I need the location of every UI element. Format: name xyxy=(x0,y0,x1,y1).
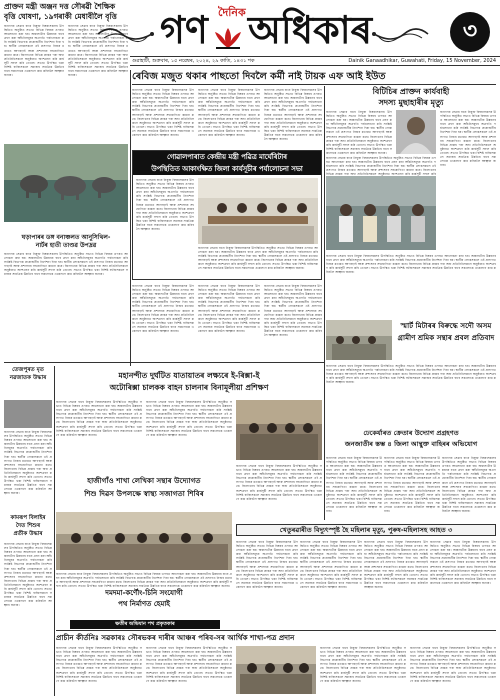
article-hajigaon-body: জনগণৰ সেৱাৰ বাবে নিযুক্ত বিষয়াসকলৰ উপস্থিতিত অনুষ্ঠিত সভাত বিভিন্ন বিষয়ৰ ওপৰত আলোচনা কৰা হয়। অঞ্চলটোৰ উন্নয়নৰ বাবে গ্ৰহণ কৰা আঁচনিসমূহৰ অগ্ৰগতি পৰ্যালোচনা কৰি সংশ্লিষ্ট বিভাগক প্ৰয়োজনীয় নিৰ্দেশনা দিয়া হয়। স্থানীয় লোকসকলে এই প্ৰসংগত নিজৰ মতামত আগবঢ়াই আৰু প্ৰশাসনৰ সহযোগিতা কামনা কৰে। জিলাখনৰ বিভিন্ন প্ৰান্তৰ পৰা অহা প্ৰতিনিধিসকলে অনুষ্ঠানত অংশগ্ৰহণ কৰি কাৰ্যসূচী সফল কৰি তোলে। সভাত উপস্থিত থকা বিশিষ্ট ব্যক্তিসকলে সমাজৰ সামগ্ৰিক উন্নতিৰ বাবে সকলোকে একেলগে কাম কৰিবলৈ আহ্বান জনায়। xyxy=(56,572,232,589)
article-road-tag-text: ক্ষতীৰ অভিযান পথ প্ৰকৃতকাৰ xyxy=(115,621,175,627)
article-dhekiajuli-headline-2: জনজাতীৰ স্তম্ভ ৪ জিলা আন্থুক্ত বাহিৰৰ অভিযোগ xyxy=(344,440,478,448)
bottom-headline: প্ৰাচীন কীৰ্তনিঃ সৱকাৰঃ সৌৰভকৰ দাৰীৰ আঞ্চৰ পৰিব-সৰ আৰ্থিক শাখা-পত্ৰ প্ৰদান xyxy=(56,633,295,642)
article-obituary-body-4: জনগণৰ সেৱাৰ বাবে নিযুক্ত বিষয়াসকলৰ উপস্থিতিত অনুষ্ঠিত সভাত বিভিন্ন বিষয়ৰ ওপৰত আলোচনা কৰা হয়। অঞ্চলটোৰ উন্নয়নৰ বাবে গ্ৰহণ কৰা আঁচনিসমূহৰ অগ্ৰগতি পৰ্যালোচনা কৰি সংশ্লিষ্ট বিভাগক প্ৰয়োজনীয় নিৰ্দেশনা দিয়া হয়। স্থানীয় লোকসকলে এই প্ৰসংগত নিজৰ মতামত আগবঢ়াই আৰু প্ৰশাসনৰ সহযোগিতা কামনা কৰে। জিলাখনৰ বিভিন্ন প্ৰান্তৰ পৰা অহা প্ৰতিনিধিসকলে অনুষ্ঠানত অংশগ্ৰহণ কৰি কাৰ্যসূচী সফল কৰি তোলে। সভাত উপস্থিত থকা বিশিষ্ট ব্যক্তিসকলে সমাজৰ সামগ্ৰিক উন্নতিৰ বাবে সকলোকে একেলগে কাম কৰিবলৈ আহ্বান জনায়। xyxy=(326,254,496,275)
dateline-bar xyxy=(130,56,500,66)
article-kamrup-headline-2: দৈত শিশুৰ xyxy=(15,523,41,529)
article-hajigaon-headline-2: শিশু দিৱস উপলক্ষে স্বাস্থ্য সজাগতা শিবিৰ xyxy=(84,489,204,498)
column-divider xyxy=(324,86,325,520)
article-electrocution-body-4: জনগণৰ সেৱাৰ বাবে নিযুক্ত বিষয়াসকলৰ উপস্থিতিত অনুষ্ঠিত সভাত বিভিন্ন বিষয়ৰ ওপৰত আলোচনা কৰা হয়। অঞ্চলটোৰ উন্নয়নৰ বাবে গ্ৰহণ কৰা আঁচনিসমূহৰ অগ্ৰগতি পৰ্যালোচনা কৰি সংশ্লিষ্ট বিভাগক প্ৰয়োজনীয় নিৰ্দেশনা দিয়া হয়। স্থানীয় লোকসকলে এই প্ৰসংগত নিজৰ মতামত আগবঢ়াই আৰু প্ৰশাসনৰ সহযোগিতা কামনা কৰে। জিলাখনৰ বিভিন্ন প্ৰান্তৰ পৰা অহা প্ৰতিনিধিসকলে অনুষ্ঠানত অংশগ্ৰহণ কৰি কাৰ্যসূচী সফল কৰি তোলে। সভাত উপস্থিত থকা বিশিষ্ট ব্যক্তিসকলে সমাজৰ সামগ্ৰিক উন্নতিৰ বাবে সকলোকে একেলগে কাম কৰিবলৈ আহ্বান জনায়। xyxy=(430,540,496,585)
article-mahananda-headline-1: মহানন্দীত দুৰ্ঘটিত যাতায়াতৰ লক্ষ্যৰে ই-ৰিক্সা-ই xyxy=(118,371,260,380)
article-kamrup-headline-1: কামৰূপ বিলাইৰ xyxy=(10,515,46,521)
smart-meter-photo xyxy=(326,320,392,360)
article-scholarship-headline: প্ৰাক্তন মন্ত্ৰী অঞ্জন দত্ত সৌৰৱী শৈক্ষিক xyxy=(4,2,115,11)
article-dhekiajuli-headline-1: ঢেকেৰ্যাৰত ক্ৰেতাৰ উদ্যোগ প্ৰগ্ৰহণত xyxy=(363,429,459,437)
article-bottom-body-3: জনগণৰ সেৱাৰ বাবে নিযুক্ত বিষয়াসকলৰ উপস্থিতিত অনুষ্ঠিত সভাত বিভিন্ন বিষয়ৰ ওপৰত আলোচনা কৰা হয়। অঞ্চলটোৰ উন্নয়নৰ বাবে গ্ৰহণ কৰা আঁচনিসমূহৰ অগ্ৰগতি পৰ্যালোচনা কৰি সংশ্লিষ্ট বিভাগক প্ৰয়োজনীয় নিৰ্দেশনা দিয়া হয়। স্থানীয় লোকসকলে এই প্ৰসংগত নিজৰ মতামত আগবঢ়াই আৰু প্ৰশাসনৰ সহযোগিতা কামনা কৰে। জিলাখনৰ বিভিন্ন প্ৰান্তৰ পৰা অহা প্ৰতিনিধিসকলে অনুষ্ঠানত অংশগ্ৰহণ কৰি কাৰ্যসূচী সফল কৰি তোলে। সভাত উপস্থিত থকা বিশিষ্ট ব্যক্তিসকলে সমাজৰ সামগ্ৰিক উন্নতিৰ বাবে সকলোকে একেলগে কাম কৰিবলৈ আহ্বান জনায়। xyxy=(320,646,406,683)
masthead-title-left: গণ xyxy=(160,8,208,52)
article-obituary xyxy=(326,86,496,318)
article-scholarship xyxy=(4,2,128,232)
obituary-portrait xyxy=(396,110,436,154)
article-goalpara-headline-1: গোৱালপাৰাত কেন্দ্ৰীয় মন্ত্ৰী পৱিত্ৰ মাৰ্ঘেৰিটাৰ xyxy=(166,153,288,161)
article-electrocution xyxy=(236,524,496,536)
tezpur-photo xyxy=(4,400,52,428)
section-divider xyxy=(132,84,496,85)
lotus-emblem-icon xyxy=(212,26,244,50)
mahananda-photo xyxy=(236,400,322,460)
article-smart-meter-headline-1: স্মাৰ্ট মিটাৰৰ বিৰুদ্ধে সদৌ অসম xyxy=(400,321,492,330)
article-goalpara-body-1: জনগণৰ সেৱাৰ বাবে নিযুক্ত বিষয়াসকলৰ উপস্থিতিত অনুষ্ঠিত সভাত বিভিন্ন বিষয়ৰ ওপৰত আলোচনা কৰা হয়। অঞ্চলটোৰ উন্নয়নৰ বাবে গ্ৰহণ কৰা আঁচনিসমূহৰ অগ্ৰগতি পৰ্যালোচনা কৰি সংশ্লিষ্ট বিভাগক প্ৰয়োজনীয় নিৰ্দেশনা দিয়া হয়। স্থানীয় লোকসকলে এই প্ৰসংগত নিজৰ মতামত আগবঢ়াই আৰু প্ৰশাসনৰ সহযোগিতা কামনা কৰে। জিলাখনৰ বিভিন্ন প্ৰান্তৰ পৰা অহা প্ৰতিনিধিসকলে অনুষ্ঠানত অংশগ্ৰহণ কৰি কাৰ্যসূচী সফল কৰি তোলে। সভাত উপস্থিত থকা বিশিষ্ট ব্যক্তিসকলে সমাজৰ সামগ্ৰিক উন্নতিৰ বাবে সকলোকে একেলগে কাম কৰিবলৈ আহ্বান জনায়। xyxy=(136,178,194,232)
article-center-body-3: জনগণৰ সেৱাৰ বাবে নিযুক্ত বিষয়াসকলৰ উপস্থিতিত অনুষ্ঠিত সভাত বিভিন্ন বিষয়ৰ ওপৰত আলোচনা কৰা হয়। অঞ্চলটোৰ উন্নয়নৰ বাবে গ্ৰহণ কৰা আঁচনিসমূহৰ অগ্ৰগতি পৰ্যালোচনা কৰি সংশ্লিষ্ট বিভাগক প্ৰয়োজনীয় নিৰ্দেশনা দিয়া হয়। স্থানীয় লোকসকলে এই প্ৰসংগত নিজৰ মতামত আগবঢ়াই আৰু প্ৰশাসনৰ সহযোগিতা কামনা কৰে। জিলাখনৰ বিভিন্ন প্ৰান্তৰ পৰা অহা প্ৰতিনিধিসকলে অনুষ্ঠানত অংশগ্ৰহণ কৰি কাৰ্যসূচী সফল কৰি তোলে। সভাত উপস্থিত থকা বিশিষ্ট ব্যক্তিসকলে সমাজৰ সামগ্ৰিক উন্নতিৰ বাবে সকলোকে একেলগে কাম কৰিবলৈ আহ্বান জনায়। xyxy=(264,284,322,338)
article-hajigaon-headline-1: হাজীগাঁও শাখা লেখিকা সন্থাৰ উদ্যোগত xyxy=(87,476,201,485)
page-number: ৩ xyxy=(462,18,478,44)
masthead-title-right: অধিকাৰ xyxy=(248,8,373,52)
article-rabies-body-3: জনগণৰ সেৱাৰ বাবে নিযুক্ত বিষয়াসকলৰ উপস্থিতিত অনুষ্ঠিত সভাত বিভিন্ন বিষয়ৰ ওপৰত আলোচনা কৰা হয়। অঞ্চলটোৰ উন্নয়নৰ বাবে গ্ৰহণ কৰা আঁচনিসমূহৰ অগ্ৰগতি পৰ্যালোচনা কৰি সংশ্লিষ্ট বিভাগক প্ৰয়োজনীয় নিৰ্দেশনা দিয়া হয়। স্থানীয় লোকসকলে এই প্ৰসংগত নিজৰ মতামত আগবঢ়াই আৰু প্ৰশাসনৰ সহযোগিতা কামনা কৰে। জিলাখনৰ বিভিন্ন প্ৰান্তৰ পৰা অহা প্ৰতিনিধিসকলে অনুষ্ঠানত অংশগ্ৰহণ কৰি কাৰ্যসূচী সফল কৰি তোলে। সভাত উপস্থিত থকা বিশিষ্ট ব্যক্তিসকলে সমাজৰ সামগ্ৰিক উন্নতিৰ বাবে সকলোকে একেলগে কাম কৰিবলৈ আহ্বান জনায়। xyxy=(264,88,322,142)
article-electrocution-body-3: জনগণৰ সেৱাৰ বাবে নিযুক্ত বিষয়াসকলৰ উপস্থিতিত অনুষ্ঠিত সভাত বিভিন্ন বিষয়ৰ ওপৰত আলোচনা কৰা হয়। অঞ্চলটোৰ উন্নয়নৰ বাবে গ্ৰহণ কৰা আঁচনিসমূহৰ অগ্ৰগতি পৰ্যালোচনা কৰি সংশ্লিষ্ট বিভাগক প্ৰয়োজনীয় নিৰ্দেশনা দিয়া হয়। স্থানীয় লোকসকলে এই প্ৰসংগত নিজৰ মতামত আগবঢ়াই আৰু প্ৰশাসনৰ সহযোগিতা কামনা কৰে। জিলাখনৰ বিভিন্ন প্ৰান্তৰ পৰা অহা প্ৰতিনিধিসকলে অনুষ্ঠানত অংশগ্ৰহণ কৰি কাৰ্যসূচী সফল কৰি তোলে। সভাত উপস্থিত থকা বিশিষ্ট ব্যক্তিসকলে সমাজৰ সামগ্ৰিক উন্নতিৰ বাবে সকলোকে একেলগে কাম কৰিবলৈ আহ্বান জনায়। xyxy=(364,540,428,590)
article-goalpara-headline-2: উপস্থিতিত আকাংক্ষিত জিলা কাৰ্যসূচীৰ পৰ্যালোচনা সভা xyxy=(151,165,303,173)
article-scholarship-body-2: জনগণৰ সেৱাৰ বাবে নিযুক্ত বিষয়াসকলৰ উপস্থিতিত অনুষ্ঠিত সভাত বিভিন্ন বিষয়ৰ ওপৰত আলোচনা কৰা হয়। অঞ্চলটোৰ উন্নয়নৰ বাবে গ্ৰহণ কৰা আঁচনিসমূহৰ অগ্ৰগতি পৰ্যালোচনা কৰি সংশ্লিষ্ট বিভাগক প্ৰয়োজনীয় নিৰ্দেশনা দিয়া হয়। স্থানীয় লোকসকলে এই প্ৰসংগত নিজৰ মতামত আগবঢ়াই আৰু প্ৰশাসনৰ সহযোগিতা কামনা কৰে। জিলাখনৰ বিভিন্ন প্ৰান্তৰ পৰা অহা প্ৰতিনিধিসকলে অনুষ্ঠানত অংশগ্ৰহণ কৰি কাৰ্যসূচী সফল কৰি তোলে। সভাত উপস্থিত থকা বিশিষ্ট ব্যক্তিসকলে সমাজৰ সামগ্ৰিক উন্নতিৰ বাবে সকলোকে একেলগে কাম কৰিবলৈ আহ্বান জনায়। xyxy=(68,24,128,78)
article-rabies-body-2: জনগণৰ সেৱাৰ বাবে নিযুক্ত বিষয়াসকলৰ উপস্থিতিত অনুষ্ঠিত সভাত বিভিন্ন বিষয়ৰ ওপৰত আলোচনা কৰা হয়। অঞ্চলটোৰ উন্নয়নৰ বাবে গ্ৰহণ কৰা আঁচনিসমূহৰ অগ্ৰগতি পৰ্যালোচনা কৰি সংশ্লিষ্ট বিভাগক প্ৰয়োজনীয় নিৰ্দেশনা দিয়া হয়। স্থানীয় লোকসকলে এই প্ৰসংগত নিজৰ মতামত আগবঢ়াই আৰু প্ৰশাসনৰ সহযোগিতা কামনা কৰে। জিলাখনৰ বিভিন্ন প্ৰান্তৰ পৰা অহা প্ৰতিনিধিসকলে অনুষ্ঠানত অংশগ্ৰহণ কৰি কাৰ্যসূচী সফল কৰি তোলে। সভাত উপস্থিত থকা বিশিষ্ট ব্যক্তিসকলে সমাজৰ সামগ্ৰিক উন্নতিৰ বাবে সকলোকে একেলগে কাম কৰিবলৈ আহ্বান জনায়। xyxy=(198,88,260,138)
article-elephant-headline-1: ঘড়াপাৰৰ ডঙ্গ বনাঞ্চলত আনুসিথিল- xyxy=(21,234,111,241)
article-center-body-4: জনগণৰ সেৱাৰ বাবে নিযুক্ত বিষয়াসকলৰ উপস্থিতিত অনুষ্ঠিত সভাত বিভিন্ন বিষয়ৰ ওপৰত আলোচনা কৰা হয়। অঞ্চলটোৰ উন্নয়নৰ বাবে গ্ৰহণ কৰা আঁচনিসমূহৰ অগ্ৰগতি পৰ্যালোচনা কৰি সংশ্লিষ্ট বিভাগক প্ৰয়োজনীয় নিৰ্দেশনা দিয়া হয়। স্থানীয় লোকসকলে এই প্ৰসংগত নিজৰ মতামত আগবঢ়াই আৰু প্ৰশাসনৰ সহযোগিতা কামনা কৰে। জিলাখনৰ বিভিন্ন প্ৰান্তৰ পৰা অহা প্ৰতিনিধিসকলে অনুষ্ঠানত অংশগ্ৰহণ কৰি কাৰ্যসূচী সফল কৰি তোলে। সভাত উপস্থিত থকা বিশিষ্ট ব্যক্তিসকলে সমাজৰ সামগ্ৰিক উন্নতিৰ বাবে সকলোকে একেলগে কাম কৰিবলৈ আহ্বান জনায়। xyxy=(236,464,322,501)
elephant-photo xyxy=(4,144,128,222)
article-rabies-body-1: জনগণৰ সেৱাৰ বাবে নিযুক্ত বিষয়াসকলৰ উপস্থিতিত অনুষ্ঠিত সভাত বিভিন্ন বিষয়ৰ ওপৰত আলোচনা কৰা হয়। অঞ্চলটোৰ উন্নয়নৰ বাবে গ্ৰহণ কৰা আঁচনিসমূহৰ অগ্ৰগতি পৰ্যালোচনা কৰি সংশ্লিষ্ট বিভাগক প্ৰয়োজনীয় নিৰ্দেশনা দিয়া হয়। স্থানীয় লোকসকলে এই প্ৰসংগত নিজৰ মতামত আগবঢ়াই আৰু প্ৰশাসনৰ সহযোগিতা কামনা কৰে। জিলাখনৰ বিভিন্ন প্ৰান্তৰ পৰা অহা প্ৰতিনিধিসকলে অনুষ্ঠানত অংশগ্ৰহণ কৰি কাৰ্যসূচী সফল কৰি তোলে। সভাত উপস্থিত থকা বিশিষ্ট ব্যক্তিসকলে সমাজৰ সামগ্ৰিক উন্নতিৰ বাবে সকলোকে একেলগে কাম কৰিবলৈ আহ্বান জনায়। xyxy=(132,88,194,138)
article-smart-meter xyxy=(396,320,496,360)
article-bottom-body-2: জনগণৰ সেৱাৰ বাবে নিযুক্ত বিষয়াসকলৰ উপস্থিতিত অনুষ্ঠিত সভাত বিভিন্ন বিষয়ৰ ওপৰত আলোচনা কৰা হয়। অঞ্চলটোৰ উন্নয়নৰ বাবে গ্ৰহণ কৰা আঁচনিসমূহৰ অগ্ৰগতি পৰ্যালোচনা কৰি সংশ্লিষ্ট বিভাগক প্ৰয়োজনীয় নিৰ্দেশনা দিয়া হয়। স্থানীয় লোকসকলে এই প্ৰসংগত নিজৰ মতামত আগবঢ়াই আৰু প্ৰশাসনৰ সহযোগিতা কামনা কৰে। জিলাখনৰ বিভিন্ন প্ৰান্তৰ পৰা অহা প্ৰতিনিধিসকলে অনুষ্ঠানত অংশগ্ৰহণ কৰি কাৰ্যসূচী সফল কৰি তোলে। সভাত উপস্থিত থকা বিশিষ্ট ব্যক্তিসকলে সমাজৰ সামগ্ৰিক উন্নতিৰ বাবে সকলোকে একেলগে কাম কৰিবলৈ আহ্বান জনায়। xyxy=(146,646,232,683)
article-scholarship-subhead: বৃত্তি ঘোষণা, ১৯গৰাকী মেধাবীলৈ বৃত্তি xyxy=(4,12,117,21)
ornament-right xyxy=(372,24,430,44)
article-elephant xyxy=(4,234,128,354)
banner-headline: ৰেবিজ মজুত থকাৰ পাছতো দিবলৈ কৰ্মী নাই টায়ক এফ আই ইউত xyxy=(132,71,386,82)
article-obituary-headline-1: বিটিচিৰ প্ৰাক্তন কাৰ্যবাহী xyxy=(372,87,450,96)
article-dhekiajuli-body-2: জনগণৰ সেৱাৰ বাবে নিযুক্ত বিষয়াসকলৰ উপস্থিতিত অনুষ্ঠিত সভাত বিভিন্ন বিষয়ৰ ওপৰত আলোচনা কৰা হয়। অঞ্চলটোৰ উন্নয়নৰ বাবে গ্ৰহণ কৰা আঁচনিসমূহৰ অগ্ৰগতি পৰ্যালোচনা কৰি সংশ্লিষ্ট বিভাগক প্ৰয়োজনীয় নিৰ্দেশনা দিয়া হয়। স্থানীয় লোকসকলে এই প্ৰসংগত নিজৰ মতামত আগবঢ়াই আৰু প্ৰশাসনৰ সহযোগিতা কামনা কৰে। জিলাখনৰ বিভিন্ন প্ৰান্তৰ পৰা অহা প্ৰতিনিধিসকলে অনুষ্ঠানত অংশগ্ৰহণ কৰি কাৰ্যসূচী সফল কৰি তোলে। সভাত উপস্থিত থকা বিশিষ্ট ব্যক্তিসকলে সমাজৰ সামগ্ৰিক উন্নতিৰ বাবে সকলোকে একেলগে কাম কৰিবলৈ আহ্বান জনায়। xyxy=(384,456,440,514)
article-mahananda-body-2: জনগণৰ সেৱাৰ বাবে নিযুক্ত বিষয়াসকলৰ উপস্থিতিত অনুষ্ঠিত সভাত বিভিন্ন বিষয়ৰ ওপৰত আলোচনা কৰা হয়। অঞ্চলটোৰ উন্নয়নৰ বাবে গ্ৰহণ কৰা আঁচনিসমূহৰ অগ্ৰগতি পৰ্যালোচনা কৰি সংশ্লিষ্ট বিভাগক প্ৰয়োজনীয় নিৰ্দেশনা দিয়া হয়। স্থানীয় লোকসকলে এই প্ৰসংগত নিজৰ মতামত আগবঢ়াই আৰু প্ৰশাসনৰ সহযোগিতা কামনা কৰে। জিলাখনৰ বিভিন্ন প্ৰান্তৰ পৰা অহা প্ৰতিনিধিসকলে অনুষ্ঠানত অংশগ্ৰহণ কৰি কাৰ্যসূচী সফল কৰি তোলে। সভাত উপস্থিত থকা বিশিষ্ট ব্যক্তিসকলে সমাজৰ সামগ্ৰিক উন্নতিৰ বাবে সকলোকে একেলগে কাম কৰিবলৈ আহ্বান জনায়। xyxy=(146,400,232,437)
article-smart-meter-headline-2: গ্ৰামীণ শ্ৰমিক সন্থাৰ প্ৰবল প্ৰতিবাদ xyxy=(397,333,495,342)
page-number-badge xyxy=(450,12,490,52)
article-center-body-2: জনগণৰ সেৱাৰ বাবে নিযুক্ত বিষয়াসকলৰ উপস্থিতিত অনুষ্ঠিত সভাত বিভিন্ন বিষয়ৰ ওপৰত আলোচনা কৰা হয়। অঞ্চলটোৰ উন্নয়নৰ বাবে গ্ৰহণ কৰা আঁচনিসমূহৰ অগ্ৰগতি পৰ্যালোচনা কৰি সংশ্লিষ্ট বিভাগক প্ৰয়োজনীয় নিৰ্দেশনা দিয়া হয়। স্থানীয় লোকসকলে এই প্ৰসংগত নিজৰ মতামত আগবঢ়াই আৰু প্ৰশাসনৰ সহযোগিতা কামনা কৰে। জিলাখনৰ বিভিন্ন প্ৰান্তৰ পৰা অহা প্ৰতিনিধিসকলে অনুষ্ঠানত অংশগ্ৰহণ কৰি কাৰ্যসূচী সফল কৰি তোলে। সভাত উপস্থিত থকা বিশিষ্ট ব্যক্তিসকলে সমাজৰ সামগ্ৰিক উন্নতিৰ বাবে সকলোকে একেলগে কাম কৰিবলৈ আহ্বান জনায়। xyxy=(198,284,260,334)
article-electrocution-headline: খেতুৰৱাৰীত বিদ্যুৎস্পৃষ্ট হৈ মহিলাৰ মৃত্যু, পুৰুষ-মহিলাসহ আহত ৩ xyxy=(279,526,453,534)
article-tezpur-headline: তেজপুৰত মৃত নৱজাতক উদ্ধাৰ xyxy=(9,367,47,381)
article-electrocution-body-2: জনগণৰ সেৱাৰ বাবে নিযুক্ত বিষয়াসকলৰ উপস্থিতিত অনুষ্ঠিত সভাত বিভিন্ন বিষয়ৰ ওপৰত আলোচনা কৰা হয়। অঞ্চলটোৰ উন্নয়নৰ বাবে গ্ৰহণ কৰা আঁচনিসমূহৰ অগ্ৰগতি পৰ্যালোচনা কৰি সংশ্লিষ্ট বিভাগক প্ৰয়োজনীয় নিৰ্দেশনা দিয়া হয়। স্থানীয় লোকসকলে এই প্ৰসংগত নিজৰ মতামত আগবঢ়াই আৰু প্ৰশাসনৰ সহযোগিতা কামনা কৰে। জিলাখনৰ বিভিন্ন প্ৰান্তৰ পৰা অহা প্ৰতিনিধিসকলে অনুষ্ঠানত অংশগ্ৰহণ কৰি কাৰ্যসূচী সফল কৰি তোলে। সভাত উপস্থিত থকা বিশিষ্ট ব্যক্তিসকলে সমাজৰ সামগ্ৰিক উন্নতিৰ বাবে সকলোকে একেলগে কাম কৰিবলৈ আহ্বান জনায়। xyxy=(300,540,362,590)
article-road-headline-1: দমদমা-কৰ্ণৌং-চিনি সংযোগী xyxy=(105,589,183,597)
article-obituary-body-3: জনগণৰ সেৱাৰ বাবে নিযুক্ত বিষয়াসকলৰ উপস্থিতিত অনুষ্ঠিত সভাত বিভিন্ন বিষয়ৰ ওপৰত আলোচনা কৰা হয়। অঞ্চলটোৰ উন্নয়নৰ বাবে গ্ৰহণ কৰা আঁচনিসমূহৰ অগ্ৰগতি পৰ্যালোচনা কৰি সংশ্লিষ্ট বিভাগক প্ৰয়োজনীয় নিৰ্দেশনা দিয়া হয়। স্থানীয় লোকসকলে এই প্ৰসংগত নিজৰ মতামত আগবঢ়াই আৰু প্ৰশাসনৰ সহযোগিতা কামনা কৰে। জিলাখনৰ বিভিন্ন প্ৰান্তৰ পৰা অহা প্ৰতিনিধিসকলে অনুষ্ঠানত অংশগ্ৰহণ কৰি কাৰ্যসূচী সফল কৰি xyxy=(326,156,436,177)
article-dhekiajuli xyxy=(326,428,496,458)
column-divider xyxy=(130,70,131,366)
article-goalpara-body-2: জনগণৰ সেৱাৰ বাবে নিযুক্ত বিষয়াসকলৰ উপস্থিতিত অনুষ্ঠিত সভাত বিভিন্ন বিষয়ৰ ওপৰত আলোচনা কৰা হয়। অঞ্চলটোৰ উন্নয়নৰ বাবে গ্ৰহণ কৰা আঁচনিসমূহৰ অগ্ৰগতি পৰ্যালোচনা কৰি সংশ্লিষ্ট বিভাগক প্ৰয়োজনীয় নিৰ্দেশনা দিয়া হয়। স্থানীয় লোকসকলে এই প্ৰসংগত নিজৰ মতামত আগবঢ়াই আৰু প্ৰশাসনৰ সহযোগিতা কামনা কৰে। জিলাখনৰ বিভিন্ন প্ৰান্তৰ পৰা অহা প্ৰতিনিধিসকলে অনুষ্ঠানত অংশগ্ৰহণ কৰি কাৰ্যসূচী সফল কৰি তোলে। সভাত উপস্থিত থকা বিশিষ্ট ব্যক্তিসকলে সমাজৰ সামগ্ৰিক উন্নতিৰ বাবে সকলোকে একেলগে কাম কৰিবলৈ আহ্বান জনায়। xyxy=(198,246,318,271)
dateline-english: Dainik Ganaadhikar, Guwahati, Friday, 15 November, 2024 xyxy=(348,58,496,64)
hajigaon-photo xyxy=(56,512,232,570)
article-obituary-headline-2: সদস্য মুছাহাৰীৰ মৃত্যু xyxy=(378,98,444,107)
article-kamrup xyxy=(4,514,52,694)
goalpara-meeting-photo xyxy=(198,178,318,244)
masthead-tag: দৈনিক xyxy=(218,6,246,19)
article-bottom-body-1: জনগণৰ সেৱাৰ বাবে নিযুক্ত বিষয়াসকলৰ উপস্থিতিত অনুষ্ঠিত সভাত বিভিন্ন বিষয়ৰ ওপৰত আলোচনা কৰা হয়। অঞ্চলটোৰ উন্নয়নৰ বাবে গ্ৰহণ কৰা আঁচনিসমূহৰ অগ্ৰগতি পৰ্যালোচনা কৰি সংশ্লিষ্ট বিভাগক প্ৰয়োজনীয় নিৰ্দেশনা দিয়া হয়। স্থানীয় লোকসকলে এই প্ৰসংগত নিজৰ মতামত আগবঢ়াই আৰু প্ৰশাসনৰ সহযোগিতা কামনা কৰে। জিলাখনৰ বিভিন্ন প্ৰান্তৰ পৰা অহা প্ৰতিনিধিসকলে অনুষ্ঠানত অংশগ্ৰহণ কৰি কাৰ্যসূচী সফল কৰি তোলে। সভাত উপস্থিত থকা বিশিষ্ট ব্যক্তিসকলে সমাজৰ সামগ্ৰিক উন্নতিৰ বাবে সকলোকে একেলগে কাম কৰিবলৈ আহ্বান জনায়। xyxy=(56,646,142,683)
article-elephant-headline-2: নাৰ্টৰ হাতী তাণ্ডৱ উপদ্ৰৱ xyxy=(35,242,97,249)
article-kamrup-headline-3: প্ৰতীক উদ্ধাৰ xyxy=(13,531,43,537)
article-obituary-body-2: জনগণৰ সেৱাৰ বাবে নিযুক্ত বিষয়াসকলৰ উপস্থিতিত অনুষ্ঠিত সভাত বিভিন্ন বিষয়ৰ ওপৰত আলোচনা কৰা হয়। অঞ্চলটোৰ উন্নয়নৰ বাবে গ্ৰহণ কৰা আঁচনিসমূহৰ অগ্ৰগতি পৰ্যালোচনা কৰি সংশ্লিষ্ট বিভাগক প্ৰয়োজনীয় নিৰ্দেশনা দিয়া হয়। স্থানীয় লোকসকলে এই প্ৰসংগত নিজৰ মতামত আগবঢ়াই আৰু প্ৰশাসনৰ সহযোগিতা কামনা কৰে। জিলাখনৰ বিভিন্ন প্ৰান্তৰ পৰা অহা প্ৰতিনিধিসকলে অনুষ্ঠানত অংশগ্ৰহণ কৰি কাৰ্যসূচী সফল কৰি তোলে। সভাত উপস্থিত থকা বিশিষ্ট ব্যক্তিসকলে সমাজৰ সামগ্ৰিক উন্নতিৰ বাবে সকলোকে একেলগে কাম কৰিবলৈ আহ্বান জনায়। xyxy=(440,110,496,168)
article-bottom-body-4: জনগণৰ সেৱাৰ বাবে নিযুক্ত বিষয়াসকলৰ উপস্থিতিত অনুষ্ঠিত সভাত বিভিন্ন বিষয়ৰ ওপৰত আলোচনা কৰা হয়। অঞ্চলটোৰ উন্নয়নৰ বাবে গ্ৰহণ কৰা আঁচনিসমূহৰ অগ্ৰগতি পৰ্যালোচনা কৰি সংশ্লিষ্ট বিভাগক প্ৰয়োজনীয় নিৰ্দেশনা দিয়া হয়। স্থানীয় লোকসকলে এই প্ৰসংগত নিজৰ মতামত আগবঢ়াই আৰু প্ৰশাসনৰ সহযোগিতা কামনা কৰে। জিলাখনৰ বিভিন্ন প্ৰান্তৰ পৰা অহা প্ৰতিনিধিসকলে অনুষ্ঠানত অংশগ্ৰহণ কৰি কাৰ্যসূচী সফল কৰি তোলে। সভাত উপস্থিত থকা বিশিষ্ট ব্যক্তিসকলে সমাজৰ সামগ্ৰিক উন্নতিৰ বাবে সকলোকে একেলগে কাম কৰিবলৈ আহ্বান জনায়। xyxy=(410,646,496,683)
goalpara-headline-bar xyxy=(133,151,321,175)
dateline-assamese: গুৱাহাটী, শুক্ৰবাৰ, ১৫ নৱেম্বৰ, ২০২৪, ২৯ কাতি, ১৪৩১ শক xyxy=(132,58,255,64)
article-kamrup-body: জনগণৰ সেৱাৰ বাবে নিযুক্ত বিষয়াসকলৰ উপস্থিতিত অনুষ্ঠিত সভাত বিভিন্ন বিষয়ৰ ওপৰত আলোচনা কৰা হয়। অঞ্চলটোৰ উন্নয়নৰ বাবে গ্ৰহণ কৰা আঁচনিসমূহৰ অগ্ৰগতি পৰ্যালোচনা কৰি সংশ্লিষ্ট বিভাগক প্ৰয়োজনীয় নিৰ্দেশনা দিয়া হয়। স্থানীয় লোকসকলে এই প্ৰসংগত নিজৰ মতামত আগবঢ়াই আৰু প্ৰশাসনৰ সহযোগিতা কামনা কৰে। জিলাখনৰ বিভিন্ন প্ৰান্তৰ পৰা অহা প্ৰতিনিধিসকলে অনুষ্ঠানত অংশগ্ৰহণ কৰি কাৰ্যসূচী সফল কৰি তোলে। সভাত উপস্থিত থকা বিশিষ্ট ব্যক্তিসকলে সমাজৰ সামগ্ৰিক উন্নতিৰ বাবে সকলোকে একেলগে কাম কৰিবলৈ আহ্বান জনায়। xyxy=(4,542,52,608)
article-dhekiajuli-body-1: জনগণৰ সেৱাৰ বাবে নিযুক্ত বিষয়াসকলৰ উপস্থিতিত অনুষ্ঠিত সভাত বিভিন্ন বিষয়ৰ ওপৰত আলোচনা কৰা হয়। অঞ্চলটোৰ উন্নয়নৰ বাবে গ্ৰহণ কৰা আঁচনিসমূহৰ অগ্ৰগতি পৰ্যালোচনা কৰি সংশ্লিষ্ট বিভাগক প্ৰয়োজনীয় নিৰ্দেশনা দিয়া হয়। স্থানীয় লোকসকলে এই প্ৰসংগত নিজৰ মতামত আগবঢ়াই আৰু প্ৰশাসনৰ সহযোগিতা কামনা কৰে। জিলাখনৰ বিভিন্ন প্ৰান্তৰ পৰা অহা প্ৰতিনিধিসকলে অনুষ্ঠানত অংশগ্ৰহণ কৰি কাৰ্যসূচী সফল কৰি তোলে। সভাত উপস্থিত থকা বিশিষ্ট ব্যক্তিসকলে সমাজৰ সামগ্ৰিক উন্নতিৰ বাবে সকলোকে একেলগে কাম কৰিবলৈ আহ্বান জনায়। xyxy=(326,456,382,514)
article-mahananda-body-1: জনগণৰ সেৱাৰ বাবে নিযুক্ত বিষয়াসকলৰ উপস্থিতিত অনুষ্ঠিত সভাত বিভিন্ন বিষয়ৰ ওপৰত আলোচনা কৰা হয়। অঞ্চলটোৰ উন্নয়নৰ বাবে গ্ৰহণ কৰা আঁচনিসমূহৰ অগ্ৰগতি পৰ্যালোচনা কৰি সংশ্লিষ্ট বিভাগক প্ৰয়োজনীয় নিৰ্দেশনা দিয়া হয়। স্থানীয় লোকসকলে এই প্ৰসংগত নিজৰ মতামত আগবঢ়াই আৰু প্ৰশাসনৰ সহযোগিতা কামনা কৰে। জিলাখনৰ বিভিন্ন প্ৰান্তৰ পৰা অহা প্ৰতিনিধিসকলে অনুষ্ঠানত অংশগ্ৰহণ কৰি কাৰ্যসূচী সফল কৰি তোলে। সভাত উপস্থিত থকা বিশিষ্ট ব্যক্তিসকলে সমাজৰ সামগ্ৰিক উন্নতিৰ বাবে সকলোকে একেলগে কাম কৰিবলৈ আহ্বান জনায়। xyxy=(56,400,142,437)
article-smart-meter-body: জনগণৰ সেৱাৰ বাবে নিযুক্ত বিষয়াসকলৰ উপস্থিতিত অনুষ্ঠিত সভাত বিভিন্ন বিষয়ৰ ওপৰত আলোচনা কৰা হয়। অঞ্চলটোৰ উন্নয়নৰ বাবে গ্ৰহণ কৰা আঁচনিসমূহৰ অগ্ৰগতি পৰ্যালোচনা কৰি সংশ্লিষ্ট বিভাগক প্ৰয়োজনীয় নিৰ্দেশনা দিয়া হয়। স্থানীয় লোকসকলে এই প্ৰসংগত নিজৰ মতামত আগবঢ়াই আৰু প্ৰশাসনৰ সহযোগিতা কামনা কৰে। জিলাখনৰ বিভিন্ন প্ৰান্তৰ পৰা অহা প্ৰতিনিধিসকলে অনুষ্ঠানত অংশগ্ৰহণ কৰি কাৰ্যসূচী সফল কৰি তোলে। সভাত উপস্থিত থকা বিশিষ্ট ব্যক্তিসকলে সমাজৰ সামগ্ৰিক উন্নতিৰ বাবে সকলোকে একেলগে কাম কৰিবলৈ আহ্বান জনায়। xyxy=(326,364,496,385)
article-mahananda-headline-2: অটোৰিক্সা চালকক বাহন চালনাৰ বিনামূলীয়া প্ৰশিক্ষণ xyxy=(109,383,269,392)
bottom-photo xyxy=(236,646,316,694)
article-road-headline-2: পথ নিৰ্মাণত হেমাই xyxy=(118,600,170,608)
article-tezpur-body: জনগণৰ সেৱাৰ বাবে নিযুক্ত বিষয়াসকলৰ উপস্থিতিত অনুষ্ঠিত সভাত বিভিন্ন বিষয়ৰ ওপৰত আলোচনা কৰা হয়। অঞ্চলটোৰ উন্নয়নৰ বাবে গ্ৰহণ কৰা আঁচনিসমূহৰ অগ্ৰগতি পৰ্যালোচনা কৰি সংশ্লিষ্ট বিভাগক প্ৰয়োজনীয় নিৰ্দেশনা দিয়া হয়। স্থানীয় লোকসকলে এই প্ৰসংগত নিজৰ মতামত আগবঢ়াই আৰু প্ৰশাসনৰ সহযোগিতা কামনা কৰে। জিলাখনৰ বিভিন্ন প্ৰান্তৰ পৰা অহা প্ৰতিনিধিসকলে অনুষ্ঠানত অংশগ্ৰহণ কৰি কাৰ্যসূচী সফল কৰি তোলে। সভাত উপস্থিত থকা বিশিষ্ট ব্যক্তিসকলে সমাজৰ সামগ্ৰিক উন্নতিৰ বাবে সকলোকে একেলগে কাম কৰিবলৈ আহ্বান জনায়। xyxy=(4,430,52,496)
obituary-group-photo xyxy=(326,176,436,250)
article-road xyxy=(56,588,232,618)
article-scholarship-body-1: জনগণৰ সেৱাৰ বাবে নিযুক্ত বিষয়াসকলৰ উপস্থিতিত অনুষ্ঠিত সভাত বিভিন্ন বিষয়ৰ ওপৰত আলোচনা কৰা হয়। অঞ্চলটোৰ উন্নয়নৰ বাবে গ্ৰহণ কৰা আঁচনিসমূহৰ অগ্ৰগতি পৰ্যালোচনা কৰি সংশ্লিষ্ট বিভাগক প্ৰয়োজনীয় নিৰ্দেশনা দিয়া হয়। স্থানীয় লোকসকলে এই প্ৰসংগত নিজৰ মতামত আগবঢ়াই আৰু প্ৰশাসনৰ সহযোগিতা কামনা কৰে। জিলাখনৰ বিভিন্ন প্ৰান্তৰ পৰা অহা প্ৰতিনিধিসকলে অনুষ্ঠানত অংশগ্ৰহণ কৰি কাৰ্যসূচী সফল কৰি তোলে। সভাত উপস্থিত থকা বিশিষ্ট ব্যক্তিসকলে সমাজৰ সামগ্ৰিক উন্নতিৰ বাবে সকলোকে একেলগে কাম কৰিবলৈ আহ্বান জনায়। xyxy=(4,24,64,78)
article-dhekiajuli-body-3: জনগণৰ সেৱাৰ বাবে নিযুক্ত বিষয়াসকলৰ উপস্থিতিত অনুষ্ঠিত সভাত বিভিন্ন বিষয়ৰ ওপৰত আলোচনা কৰা হয়। অঞ্চলটোৰ উন্নয়নৰ বাবে গ্ৰহণ কৰা আঁচনিসমূহৰ অগ্ৰগতি পৰ্যালোচনা কৰি সংশ্লিষ্ট বিভাগক প্ৰয়োজনীয় নিৰ্দেশনা দিয়া হয়। স্থানীয় লোকসকলে এই প্ৰসংগত নিজৰ মতামত আগবঢ়াই আৰু প্ৰশাসনৰ সহযোগিতা কামনা কৰে। জিলাখনৰ বিভিন্ন প্ৰান্তৰ পৰা অহা প্ৰতিনিধিসকলে অনুষ্ঠানত অংশগ্ৰহণ কৰি কাৰ্যসূচী সফল কৰি তোলে। সভাত উপস্থিত থকা বিশিষ্ট ব্যক্তিসকলে সমাজৰ সামগ্ৰিক উন্নতিৰ বাবে সকলোকে একেলগে কাম কৰিবলৈ আহ্বান জনায়। xyxy=(442,456,496,514)
section-divider xyxy=(56,630,496,631)
article-hajigaon xyxy=(56,474,232,510)
section-divider xyxy=(4,362,324,363)
column-divider xyxy=(54,366,55,696)
article-obituary-body-1: জনগণৰ সেৱাৰ বাবে নিযুক্ত বিষয়াসকলৰ উপস্থিতিত অনুষ্ঠিত সভাত বিভিন্ন বিষয়ৰ ওপৰত আলোচনা কৰা হয়। অঞ্চলটোৰ উন্নয়নৰ বাবে গ্ৰহণ কৰা আঁচনিসমূহৰ অগ্ৰগতি পৰ্যালোচনা কৰি সংশ্লিষ্ট বিভাগক প্ৰয়োজনীয় নিৰ্দেশনা দিয়া হয়। স্থানীয় লোকসকলে এই প্ৰসংগত নিজৰ মতামত আগবঢ়াই আৰু প্ৰশাসনৰ সহযোগিতা কামনা কৰে। জিলাখনৰ বিভিন্ন প্ৰান্তৰ পৰা অহা প্ৰতিনিধিসকলে অনুষ্ঠানত অংশগ্ৰহণ কৰি কাৰ্যসূচী সফল কৰি তোলে। সভাত উপস্থিত থকা বিশিষ্ট ব্যক্তিসকলে সমাজৰ সামগ্ৰিক উন্নতিৰ বাবে সকলোকে একেলগে কাম কৰিবলৈ আহ্বান জনায়। xyxy=(326,110,392,155)
article-road-tag xyxy=(70,620,220,629)
article-elephant-body: জনগণৰ সেৱাৰ বাবে নিযুক্ত বিষয়াসকলৰ উপস্থিতিত অনুষ্ঠিত সভাত বিভিন্ন বিষয়ৰ ওপৰত আলোচনা কৰা হয়। অঞ্চলটোৰ উন্নয়নৰ বাবে গ্ৰহণ কৰা আঁচনিসমূহৰ অগ্ৰগতি পৰ্যালোচনা কৰি সংশ্লিষ্ট বিভাগক প্ৰয়োজনীয় নিৰ্দেশনা দিয়া হয়। স্থানীয় লোকসকলে এই প্ৰসংগত নিজৰ মতামত আগবঢ়াই আৰু প্ৰশাসনৰ সহযোগিতা কামনা কৰে। জিলাখনৰ বিভিন্ন প্ৰান্তৰ পৰা অহা প্ৰতিনিধিসকলে অনুষ্ঠানত অংশগ্ৰহণ কৰি কাৰ্যসূচী সফল কৰি তোলে। সভাত উপস্থিত থকা বিশিষ্ট ব্যক্তিসকলে সমাজৰ সামগ্ৰিক উন্নতিৰ বাবে সকলোকে একেলগে কাম কৰিবলৈ আহ্বান জনায়। xyxy=(4,252,128,277)
article-center-body-1: জনগণৰ সেৱাৰ বাবে নিযুক্ত বিষয়াসকলৰ উপস্থিতিত অনুষ্ঠিত সভাত বিভিন্ন বিষয়ৰ ওপৰত আলোচনা কৰা হয়। অঞ্চলটোৰ উন্নয়নৰ বাবে গ্ৰহণ কৰা আঁচনিসমূহৰ অগ্ৰগতি পৰ্যালোচনা কৰি সংশ্লিষ্ট বিভাগক প্ৰয়োজনীয় নিৰ্দেশনা দিয়া হয়। স্থানীয় লোকসকলে এই প্ৰসংগত নিজৰ মতামত আগবঢ়াই আৰু প্ৰশাসনৰ সহযোগিতা কামনা কৰে। জিলাখনৰ বিভিন্ন প্ৰান্তৰ পৰা অহা প্ৰতিনিধিসকলে অনুষ্ঠানত অংশগ্ৰহণ কৰি কাৰ্যসূচী সফল কৰি তোলে। সভাত উপস্থিত থকা বিশিষ্ট ব্যক্তিসকলে সমাজৰ সামগ্ৰিক উন্নতিৰ বাবে সকলোকে একেলগে কাম কৰিবলৈ আহ্বান জনায়। xyxy=(132,284,194,334)
article-tezpur xyxy=(4,366,52,496)
article-electrocution-body-1: জনগণৰ সেৱাৰ বাবে নিযুক্ত বিষয়াসকলৰ উপস্থিতিত অনুষ্ঠিত সভাত বিভিন্ন বিষয়ৰ ওপৰত আলোচনা কৰা হয়। অঞ্চলটোৰ উন্নয়নৰ বাবে গ্ৰহণ কৰা আঁচনিসমূহৰ অগ্ৰগতি পৰ্যালোচনা কৰি সংশ্লিষ্ট বিভাগক প্ৰয়োজনীয় নিৰ্দেশনা দিয়া হয়। স্থানীয় লোকসকলে এই প্ৰসংগত নিজৰ মতামত আগবঢ়াই আৰু প্ৰশাসনৰ সহযোগিতা কামনা কৰে। জিলাখনৰ বিভিন্ন প্ৰান্তৰ পৰা অহা প্ৰতিনিধিসকলে অনুষ্ঠানত অংশগ্ৰহণ কৰি কাৰ্যসূচী সফল কৰি তোলে। সভাত উপস্থিত থকা বিশিষ্ট ব্যক্তিসকলে সমাজৰ সামগ্ৰিক উন্নতিৰ বাবে সকলোকে একেলগে কাম কৰিবলৈ আহ্বান জনায়। xyxy=(236,540,298,590)
article-mahananda xyxy=(56,370,322,400)
